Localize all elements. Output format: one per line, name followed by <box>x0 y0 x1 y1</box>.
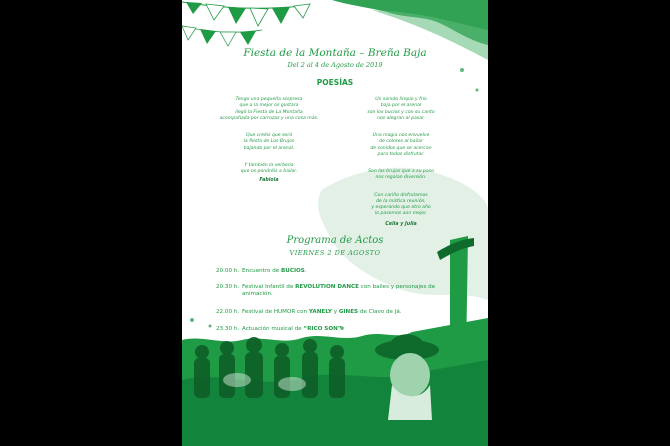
poesias-heading: POESÍAS <box>316 78 354 87</box>
programa-day: VIERNES 2 DE AGOSTO <box>289 249 381 257</box>
event-time: 22.00 h. <box>216 309 240 315</box>
event-time: 23.30 h. <box>216 326 240 332</box>
bunting-flag <box>200 29 216 44</box>
poem-left-author: Fabiola <box>259 178 279 183</box>
poem-stanza: Tengo una pequeña sorpresa que a la mejor os gustara llegó la Fiesta de La Montaña acompañada por carrozas y una cosa más. <box>219 97 319 121</box>
poem-left <box>210 91 328 187</box>
poster-title: Fiesta de la Montaña – Breña Baja <box>243 47 427 59</box>
poem-right <box>342 91 460 229</box>
bunting-flag <box>206 4 224 20</box>
event-row <box>216 268 466 275</box>
event-desc: Encuentro de BUCIOS. <box>242 268 307 274</box>
event-desc: Festival Infantil de REVOLUTION DANCE con bailes y personajes de animación. <box>242 284 436 297</box>
programa-title: Programa de Actos <box>286 235 384 246</box>
event-row <box>216 326 466 333</box>
bunting-flag <box>186 2 202 14</box>
bunting-flag <box>220 32 236 46</box>
event-time: 20.30 h. <box>216 284 240 290</box>
poem-stanza: Y también la verbena que os pondréis a bailar. <box>240 163 298 175</box>
bunting-flag <box>272 7 290 24</box>
event-desc: Festival de HUMOR con YANELY y GINES de Clavo de Já. <box>242 309 402 315</box>
poem-stanza: Una magia nos envuelve de colores al bailar de sonidos que se acercan para todos disfrutar. <box>370 133 432 157</box>
poem-stanza: Un sonido limpio y frío baja por el arenal son los bucios y con su canto nos alegran al pasar. <box>367 97 435 121</box>
event-row <box>216 284 466 298</box>
event-time: 20.00 h. <box>216 268 240 274</box>
bunting-flag <box>294 4 310 18</box>
poster <box>182 0 488 446</box>
poster-dates: Del 2 al 4 de Agosto de 2019 <box>287 61 383 69</box>
poem-stanza: Son las brujas que a su paso nos regalan diversión. <box>368 169 434 181</box>
bunting-flag <box>250 8 268 26</box>
event-row <box>216 309 466 316</box>
event-desc: Actuación musical de “RICO SON”. <box>242 326 344 332</box>
poem-right-author: Celia y Julia <box>385 222 417 227</box>
poem-stanza: Con cariño disfrutamos de la mística reunión, y esperando que otro año lo pasemos aún mejor. <box>371 192 431 217</box>
poem-stanza: Que creéis que será la fiesta de Los Brujos bajando por el arenal. <box>243 133 295 151</box>
bunting-flag <box>228 7 246 24</box>
bunting-flag <box>240 31 256 45</box>
bunting-flag <box>182 26 196 40</box>
